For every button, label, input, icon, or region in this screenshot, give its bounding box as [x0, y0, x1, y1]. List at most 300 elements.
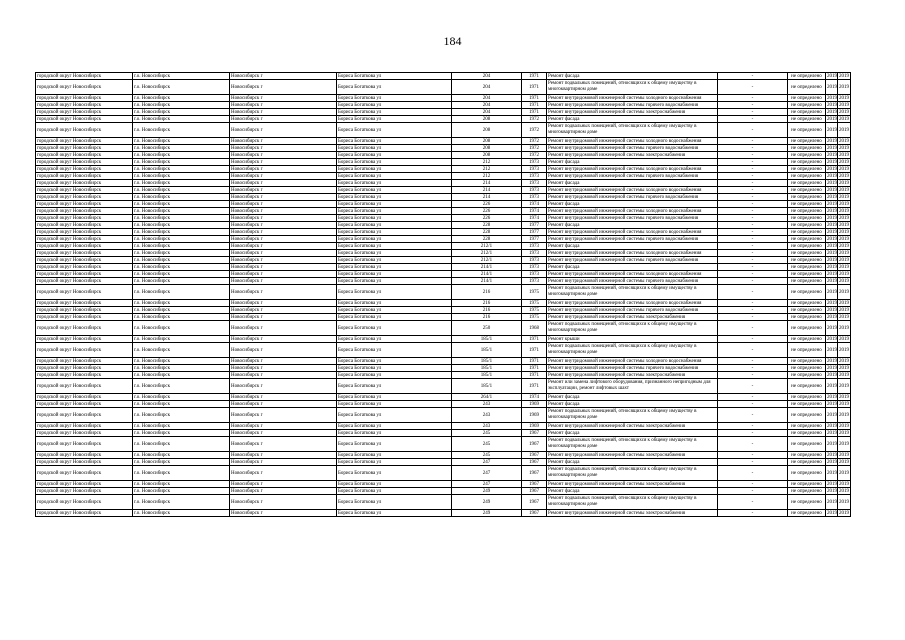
house-number-cell: 212/1: [452, 243, 522, 250]
district-cell: г.о. Новосибирск: [133, 488, 230, 495]
settlement-cell: Новосибирск г: [230, 73, 337, 80]
house-number-cell: 249: [452, 495, 522, 510]
build-year-cell: 1967: [522, 430, 547, 437]
table-row: [36, 372, 851, 379]
build-year-cell: 1971: [522, 358, 547, 365]
settlement-cell: Новосибирск г: [230, 379, 337, 394]
street-cell: Бориса Богаткова ул: [337, 152, 452, 159]
district-cell: г.о. Новосибирск: [133, 264, 230, 271]
settlement-cell: Новосибирск г: [230, 466, 337, 481]
dash-cell: -: [718, 109, 788, 116]
settlement-cell: Новосибирск г: [230, 481, 337, 488]
district-cell: г.о. Новосибирск: [133, 343, 230, 358]
settlement-cell: Новосибирск г: [230, 194, 337, 201]
build-year-cell: 1971: [522, 372, 547, 379]
street-cell: Бориса Богаткова ул: [337, 271, 452, 278]
plan-year-end-cell: 2019: [839, 314, 849, 320]
house-number-cell: 243: [452, 408, 522, 423]
street-cell: Бориса Богаткова ул: [337, 95, 452, 102]
table-row: [36, 278, 851, 285]
house-number-cell: 204: [452, 73, 522, 80]
municipality-cell: городской округ Новосибирск: [36, 229, 133, 236]
cost-cell: не определено: [788, 379, 826, 394]
street-cell: Бориса Богаткова ул: [337, 236, 452, 243]
build-year-cell: 1971: [522, 109, 547, 116]
settlement-cell: Новосибирск г: [230, 314, 337, 321]
table-row: [36, 243, 851, 250]
street-cell: Бориса Богаткова ул: [337, 194, 452, 201]
work-type-cell: Ремонт внутридомовой инженерной системы горячего водоснабжения: [547, 257, 718, 264]
district-cell: г.о. Новосибирск: [133, 372, 230, 379]
settlement-cell: Новосибирск г: [230, 215, 337, 222]
municipality-cell: городской округ Новосибирск: [36, 208, 133, 215]
build-year-cell: 1974: [522, 208, 547, 215]
plan-year-start-cell: 2019: [827, 187, 837, 193]
district-cell: г.о. Новосибирск: [133, 159, 230, 166]
table-row: [36, 481, 851, 488]
build-year-cell: 1967: [522, 495, 547, 510]
plan-year-end-cell: 2019: [839, 264, 849, 270]
house-number-cell: 245: [452, 452, 522, 459]
work-type-cell: Ремонт фасада: [547, 159, 718, 166]
work-type-cell: Ремонт фасада: [547, 430, 718, 437]
district-cell: г.о. Новосибирск: [133, 173, 230, 180]
dash-cell: -: [718, 173, 788, 180]
work-type-cell: Ремонт внутридомовой инженерной системы холодного водоснабжения: [547, 166, 718, 173]
plan-year-end-cell: 2019: [839, 307, 849, 313]
build-year-cell: 1974: [522, 215, 547, 222]
work-type-cell: Ремонт фасада: [547, 488, 718, 495]
municipality-cell: городской округ Новосибирск: [36, 271, 133, 278]
settlement-cell: Новосибирск г: [230, 271, 337, 278]
settlement-cell: Новосибирск г: [230, 180, 337, 187]
municipality-cell: городской округ Новосибирск: [36, 307, 133, 314]
dash-cell: -: [718, 138, 788, 145]
street-cell: Бориса Богаткова ул: [337, 285, 452, 300]
dash-cell: -: [718, 430, 788, 437]
table-row: [36, 152, 851, 159]
table-row: [36, 194, 851, 201]
plan-year-start-cell: 2019: [827, 229, 837, 235]
settlement-cell: Новосибирск г: [230, 285, 337, 300]
settlement-cell: Новосибирск г: [230, 300, 337, 307]
dash-cell: -: [718, 95, 788, 102]
district-cell: г.о. Новосибирск: [133, 236, 230, 243]
plan-year-start-cell: 2019: [826, 379, 838, 394]
municipality-cell: городской округ Новосибирск: [36, 365, 133, 372]
plan-year-start-cell: 2019: [827, 278, 837, 284]
district-cell: г.о. Новосибирск: [133, 73, 230, 80]
plan-year-start-cell: 2019: [827, 264, 837, 270]
work-type-cell: Ремонт подвальных помещений, относящихся к общему имуществу в многоквартирном доме: [547, 321, 718, 336]
work-type-cell: Ремонт внутридомовой инженерной системы горячего водоснабжения: [547, 236, 718, 243]
cost-cell: не определено: [788, 250, 826, 257]
work-type-cell: Ремонт внутридомовой инженерной системы холодного водоснабжения: [547, 95, 718, 102]
municipality-cell: городской округ Новосибирск: [36, 95, 133, 102]
municipality-cell: городской округ Новосибирск: [36, 423, 133, 430]
cost-cell: не определено: [788, 187, 826, 194]
build-year-cell: 1972: [522, 152, 547, 159]
district-cell: г.о. Новосибирск: [133, 481, 230, 488]
build-year-cell: 1967: [522, 510, 547, 517]
municipality-cell: городской округ Новосибирск: [36, 180, 133, 187]
settlement-cell: Новосибирск г: [230, 257, 337, 264]
settlement-cell: Новосибирск г: [230, 278, 337, 285]
plan-year-end-cell: 2019: [839, 194, 849, 200]
house-number-cell: 185/1: [452, 379, 522, 394]
street-cell: Бориса Богаткова ул: [337, 488, 452, 495]
table-row: [36, 437, 851, 452]
plan-year-end-cell: 2019: [839, 459, 849, 465]
house-number-cell: 208: [452, 138, 522, 145]
work-type-cell: Ремонт подвальных помещений, относящихся к общему имуществу в многоквартирном доме: [547, 437, 718, 452]
house-number-cell: 216: [452, 285, 522, 300]
table-row: [36, 166, 851, 173]
plan-year-start-cell: 2019: [827, 307, 837, 313]
cost-cell: не определено: [788, 173, 826, 180]
table-row: [36, 430, 851, 437]
plan-year-end-cell: 2019: [838, 80, 851, 95]
street-cell: Бориса Богаткова ул: [337, 437, 452, 452]
dash-cell: -: [718, 437, 788, 452]
plan-year-end-cell: 2019: [839, 510, 849, 516]
settlement-cell: Новосибирск г: [230, 201, 337, 208]
district-cell: г.о. Новосибирск: [133, 336, 230, 343]
build-year-cell: 1971: [522, 365, 547, 372]
dash-cell: -: [718, 180, 788, 187]
cost-cell: не определено: [788, 73, 826, 80]
plan-year-start-cell: 2019: [827, 166, 837, 172]
street-cell: Бориса Богаткова ул: [337, 394, 452, 401]
table-row: [36, 123, 851, 138]
plan-year-start-cell: 2019: [827, 300, 837, 306]
house-number-cell: 226: [452, 208, 522, 215]
plan-year-start-cell: 2019: [827, 116, 837, 122]
dash-cell: -: [718, 285, 788, 300]
house-number-cell: 216: [452, 314, 522, 321]
cost-cell: не определено: [788, 243, 826, 250]
work-type-cell: Ремонт подвальных помещений, относящихся к общему имуществу в многоквартирном доме: [547, 343, 718, 358]
district-cell: г.о. Новосибирск: [133, 495, 230, 510]
plan-year-start-cell: 2019: [827, 138, 837, 144]
work-type-cell: Ремонт внутридомовой инженерной системы горячего водоснабжения: [547, 215, 718, 222]
settlement-cell: Новосибирск г: [230, 372, 337, 379]
table-row: [36, 495, 851, 510]
settlement-cell: Новосибирск г: [230, 510, 337, 517]
build-year-cell: 1973: [522, 257, 547, 264]
municipality-cell: городской округ Новосибирск: [36, 285, 133, 300]
house-number-cell: 214/1: [452, 271, 522, 278]
settlement-cell: Новосибирск г: [230, 430, 337, 437]
street-cell: Бориса Богаткова ул: [337, 145, 452, 152]
plan-year-end-cell: 2019: [839, 201, 849, 207]
house-number-cell: 250: [452, 321, 522, 336]
plan-year-start-cell: 2019: [827, 401, 837, 407]
municipality-cell: городской округ Новосибирск: [36, 116, 133, 123]
municipality-cell: городской округ Новосибирск: [36, 222, 133, 229]
plan-year-end-cell: 2019: [839, 187, 849, 193]
plan-year-end-cell: 2019: [839, 229, 849, 235]
dash-cell: -: [718, 80, 788, 95]
district-cell: г.о. Новосибирск: [133, 307, 230, 314]
street-cell: Бориса Богаткова ул: [337, 109, 452, 116]
house-number-cell: 247: [452, 466, 522, 481]
municipality-cell: городской округ Новосибирск: [36, 166, 133, 173]
plan-year-start-cell: 2019: [827, 109, 837, 115]
build-year-cell: 1969: [522, 408, 547, 423]
dash-cell: -: [718, 229, 788, 236]
dash-cell: -: [718, 481, 788, 488]
build-year-cell: 1973: [522, 187, 547, 194]
settlement-cell: Новосибирск г: [230, 123, 337, 138]
street-cell: Бориса Богаткова ул: [337, 466, 452, 481]
cost-cell: не определено: [788, 495, 826, 510]
table-row: [36, 201, 851, 208]
street-cell: Бориса Богаткова ул: [337, 215, 452, 222]
district-cell: г.о. Новосибирск: [133, 408, 230, 423]
municipality-cell: городской округ Новосибирск: [36, 358, 133, 365]
build-year-cell: 1967: [522, 488, 547, 495]
work-type-cell: Ремонт внутридомовой инженерной системы электроснабжения: [547, 372, 718, 379]
build-year-cell: 1967: [522, 466, 547, 481]
house-number-cell: 247: [452, 459, 522, 466]
cost-cell: не определено: [788, 194, 826, 201]
cost-cell: не определено: [788, 159, 826, 166]
municipality-cell: городской округ Новосибирск: [36, 257, 133, 264]
street-cell: Бориса Богаткова ул: [337, 180, 452, 187]
street-cell: Бориса Богаткова ул: [337, 379, 452, 394]
municipality-cell: городской округ Новосибирск: [36, 321, 133, 336]
house-number-cell: 249: [452, 510, 522, 517]
cost-cell: не определено: [788, 285, 826, 300]
table-row: [36, 180, 851, 187]
work-type-cell: Ремонт или замена лифтового оборудования, признанного непригодным для эксплуатации, ремонт лифтовых шахт: [547, 379, 718, 394]
plan-year-end-cell: 2019: [839, 430, 849, 436]
plan-year-start-cell: 2019: [827, 173, 837, 179]
cost-cell: не определено: [788, 116, 826, 123]
house-number-cell: 214/1: [452, 278, 522, 285]
build-year-cell: 1973: [522, 194, 547, 201]
table-row: [36, 116, 851, 123]
work-type-cell: Ремонт внутридомовой инженерной системы холодного водоснабжения: [547, 208, 718, 215]
street-cell: Бориса Богаткова ул: [337, 264, 452, 271]
dash-cell: -: [718, 488, 788, 495]
plan-year-start-cell: 2019: [827, 372, 837, 378]
cost-cell: не определено: [788, 123, 826, 138]
street-cell: Бориса Богаткова ул: [337, 116, 452, 123]
dash-cell: -: [718, 243, 788, 250]
table-row: [36, 379, 851, 394]
settlement-cell: Новосибирск г: [230, 138, 337, 145]
table-row: [36, 300, 851, 307]
plan-year-start-cell: 2019: [826, 285, 838, 300]
plan-year-start-cell: 2019: [827, 481, 837, 487]
work-type-cell: Ремонт внутридомовой инженерной системы холодного водоснабжения: [547, 138, 718, 145]
build-year-cell: 1973: [522, 278, 547, 285]
cost-cell: не определено: [788, 314, 826, 321]
dash-cell: -: [718, 452, 788, 459]
municipality-cell: городской округ Новосибирск: [36, 187, 133, 194]
build-year-cell: 1977: [522, 222, 547, 229]
settlement-cell: Новосибирск г: [230, 343, 337, 358]
plan-year-start-cell: 2019: [826, 437, 838, 452]
house-number-cell: 228: [452, 236, 522, 243]
municipality-cell: городской округ Новосибирск: [36, 510, 133, 517]
table-row: [36, 222, 851, 229]
municipality-cell: городской округ Новосибирск: [36, 73, 133, 80]
build-year-cell: 1974: [522, 394, 547, 401]
dash-cell: -: [718, 102, 788, 109]
cost-cell: не определено: [788, 257, 826, 264]
plan-year-end-cell: 2019: [839, 488, 849, 494]
street-cell: Бориса Богаткова ул: [337, 300, 452, 307]
settlement-cell: Новосибирск г: [230, 495, 337, 510]
municipality-cell: городской округ Новосибирск: [36, 173, 133, 180]
build-year-cell: 1967: [522, 481, 547, 488]
build-year-cell: 1968: [522, 321, 547, 336]
dash-cell: -: [718, 278, 788, 285]
plan-year-end-cell: 2019: [839, 394, 849, 400]
build-year-cell: 1971: [522, 102, 547, 109]
plan-year-start-cell: 2019: [827, 488, 837, 494]
district-cell: г.о. Новосибирск: [133, 95, 230, 102]
cost-cell: не определено: [788, 452, 826, 459]
plan-year-end-cell: 2019: [838, 123, 851, 138]
house-number-cell: 243: [452, 423, 522, 430]
work-type-cell: Ремонт подвальных помещений, относящихся к общему имуществу в многоквартирном доме: [547, 495, 718, 510]
cost-cell: не определено: [788, 336, 826, 343]
dash-cell: -: [718, 222, 788, 229]
table-row: [36, 466, 851, 481]
build-year-cell: 1972: [522, 145, 547, 152]
plan-year-end-cell: 2019: [838, 285, 851, 300]
municipality-cell: городской округ Новосибирск: [36, 336, 133, 343]
settlement-cell: Новосибирск г: [230, 408, 337, 423]
table-row: [36, 452, 851, 459]
plan-year-start-cell: 2019: [827, 430, 837, 436]
dash-cell: -: [718, 358, 788, 365]
work-type-cell: Ремонт внутридомовой инженерной системы электроснабжения: [547, 481, 718, 488]
settlement-cell: Новосибирск г: [230, 452, 337, 459]
table-row: [36, 271, 851, 278]
cost-cell: не определено: [788, 222, 826, 229]
plan-year-end-cell: 2019: [839, 358, 849, 364]
dash-cell: -: [718, 145, 788, 152]
cost-cell: не определено: [788, 166, 826, 173]
cost-cell: не определено: [788, 215, 826, 222]
dash-cell: -: [718, 73, 788, 80]
municipality-cell: городской округ Новосибирск: [36, 278, 133, 285]
cost-cell: не определено: [788, 102, 826, 109]
street-cell: Бориса Богаткова ул: [337, 73, 452, 80]
district-cell: г.о. Новосибирск: [133, 379, 230, 394]
settlement-cell: Новосибирск г: [230, 459, 337, 466]
cost-cell: не определено: [788, 236, 826, 243]
table-row: [36, 285, 851, 300]
district-cell: г.о. Новосибирск: [133, 401, 230, 408]
cost-cell: не определено: [788, 152, 826, 159]
work-type-cell: Ремонт фасада: [547, 222, 718, 229]
build-year-cell: 1973: [522, 180, 547, 187]
municipality-cell: городской округ Новосибирск: [36, 152, 133, 159]
table-row: [36, 459, 851, 466]
district-cell: г.о. Новосибирск: [133, 358, 230, 365]
district-cell: г.о. Новосибирск: [133, 201, 230, 208]
work-type-cell: Ремонт внутридомовой инженерной системы холодного водоснабжения: [547, 187, 718, 194]
plan-year-start-cell: 2019: [827, 215, 837, 221]
street-cell: Бориса Богаткова ул: [337, 423, 452, 430]
house-number-cell: 185/1: [452, 365, 522, 372]
dash-cell: -: [718, 123, 788, 138]
cost-cell: не определено: [788, 180, 826, 187]
house-number-cell: 204: [452, 95, 522, 102]
district-cell: г.о. Новосибирск: [133, 243, 230, 250]
municipality-cell: городской округ Новосибирск: [36, 138, 133, 145]
street-cell: Бориса Богаткова ул: [337, 314, 452, 321]
municipality-cell: городской округ Новосибирск: [36, 466, 133, 481]
municipality-cell: городской округ Новосибирск: [36, 314, 133, 321]
plan-year-start-cell: 2019: [827, 365, 837, 371]
dash-cell: -: [718, 194, 788, 201]
cost-cell: не определено: [788, 138, 826, 145]
house-number-cell: 243: [452, 401, 522, 408]
build-year-cell: 1973: [522, 159, 547, 166]
cost-cell: не определено: [788, 201, 826, 208]
table-row: [36, 423, 851, 430]
work-type-cell: Ремонт внутридомовой инженерной системы горячего водоснабжения: [547, 145, 718, 152]
plan-year-end-cell: 2019: [839, 116, 849, 122]
dash-cell: -: [718, 394, 788, 401]
dash-cell: -: [718, 159, 788, 166]
district-cell: г.о. Новосибирск: [133, 180, 230, 187]
settlement-cell: Новосибирск г: [230, 102, 337, 109]
district-cell: г.о. Новосибирск: [133, 271, 230, 278]
district-cell: г.о. Новосибирск: [133, 278, 230, 285]
plan-year-start-cell: 2019: [827, 95, 837, 101]
municipality-cell: городской округ Новосибирск: [36, 372, 133, 379]
table-row: [36, 510, 851, 517]
plan-year-start-cell: 2019: [827, 243, 837, 249]
plan-year-start-cell: 2019: [827, 257, 837, 263]
cost-cell: не определено: [788, 430, 826, 437]
settlement-cell: Новосибирск г: [230, 423, 337, 430]
street-cell: Бориса Богаткова ул: [337, 159, 452, 166]
cost-cell: не определено: [788, 401, 826, 408]
cost-cell: не определено: [788, 365, 826, 372]
street-cell: Бориса Богаткова ул: [337, 430, 452, 437]
settlement-cell: Новосибирск г: [230, 401, 337, 408]
house-number-cell: 212/1: [452, 257, 522, 264]
work-type-cell: Ремонт фасада: [547, 401, 718, 408]
dash-cell: -: [718, 379, 788, 394]
work-type-cell: Ремонт внутридомовой инженерной системы электроснабжения: [547, 314, 718, 321]
work-type-cell: Ремонт внутридомовой инженерной системы горячего водоснабжения: [547, 307, 718, 314]
plan-year-start-cell: 2019: [826, 466, 838, 481]
table-row: [36, 215, 851, 222]
dash-cell: -: [718, 495, 788, 510]
settlement-cell: Новосибирск г: [230, 243, 337, 250]
municipality-cell: городской округ Новосибирск: [36, 437, 133, 452]
house-number-cell: 204: [452, 80, 522, 95]
table-row: [36, 365, 851, 372]
plan-year-end-cell: 2019: [839, 243, 849, 249]
plan-year-start-cell: 2019: [827, 423, 837, 429]
work-type-cell: Ремонт фасада: [547, 116, 718, 123]
settlement-cell: Новосибирск г: [230, 208, 337, 215]
dash-cell: -: [718, 166, 788, 173]
municipality-cell: городской округ Новосибирск: [36, 408, 133, 423]
plan-year-end-cell: 2019: [838, 466, 851, 481]
